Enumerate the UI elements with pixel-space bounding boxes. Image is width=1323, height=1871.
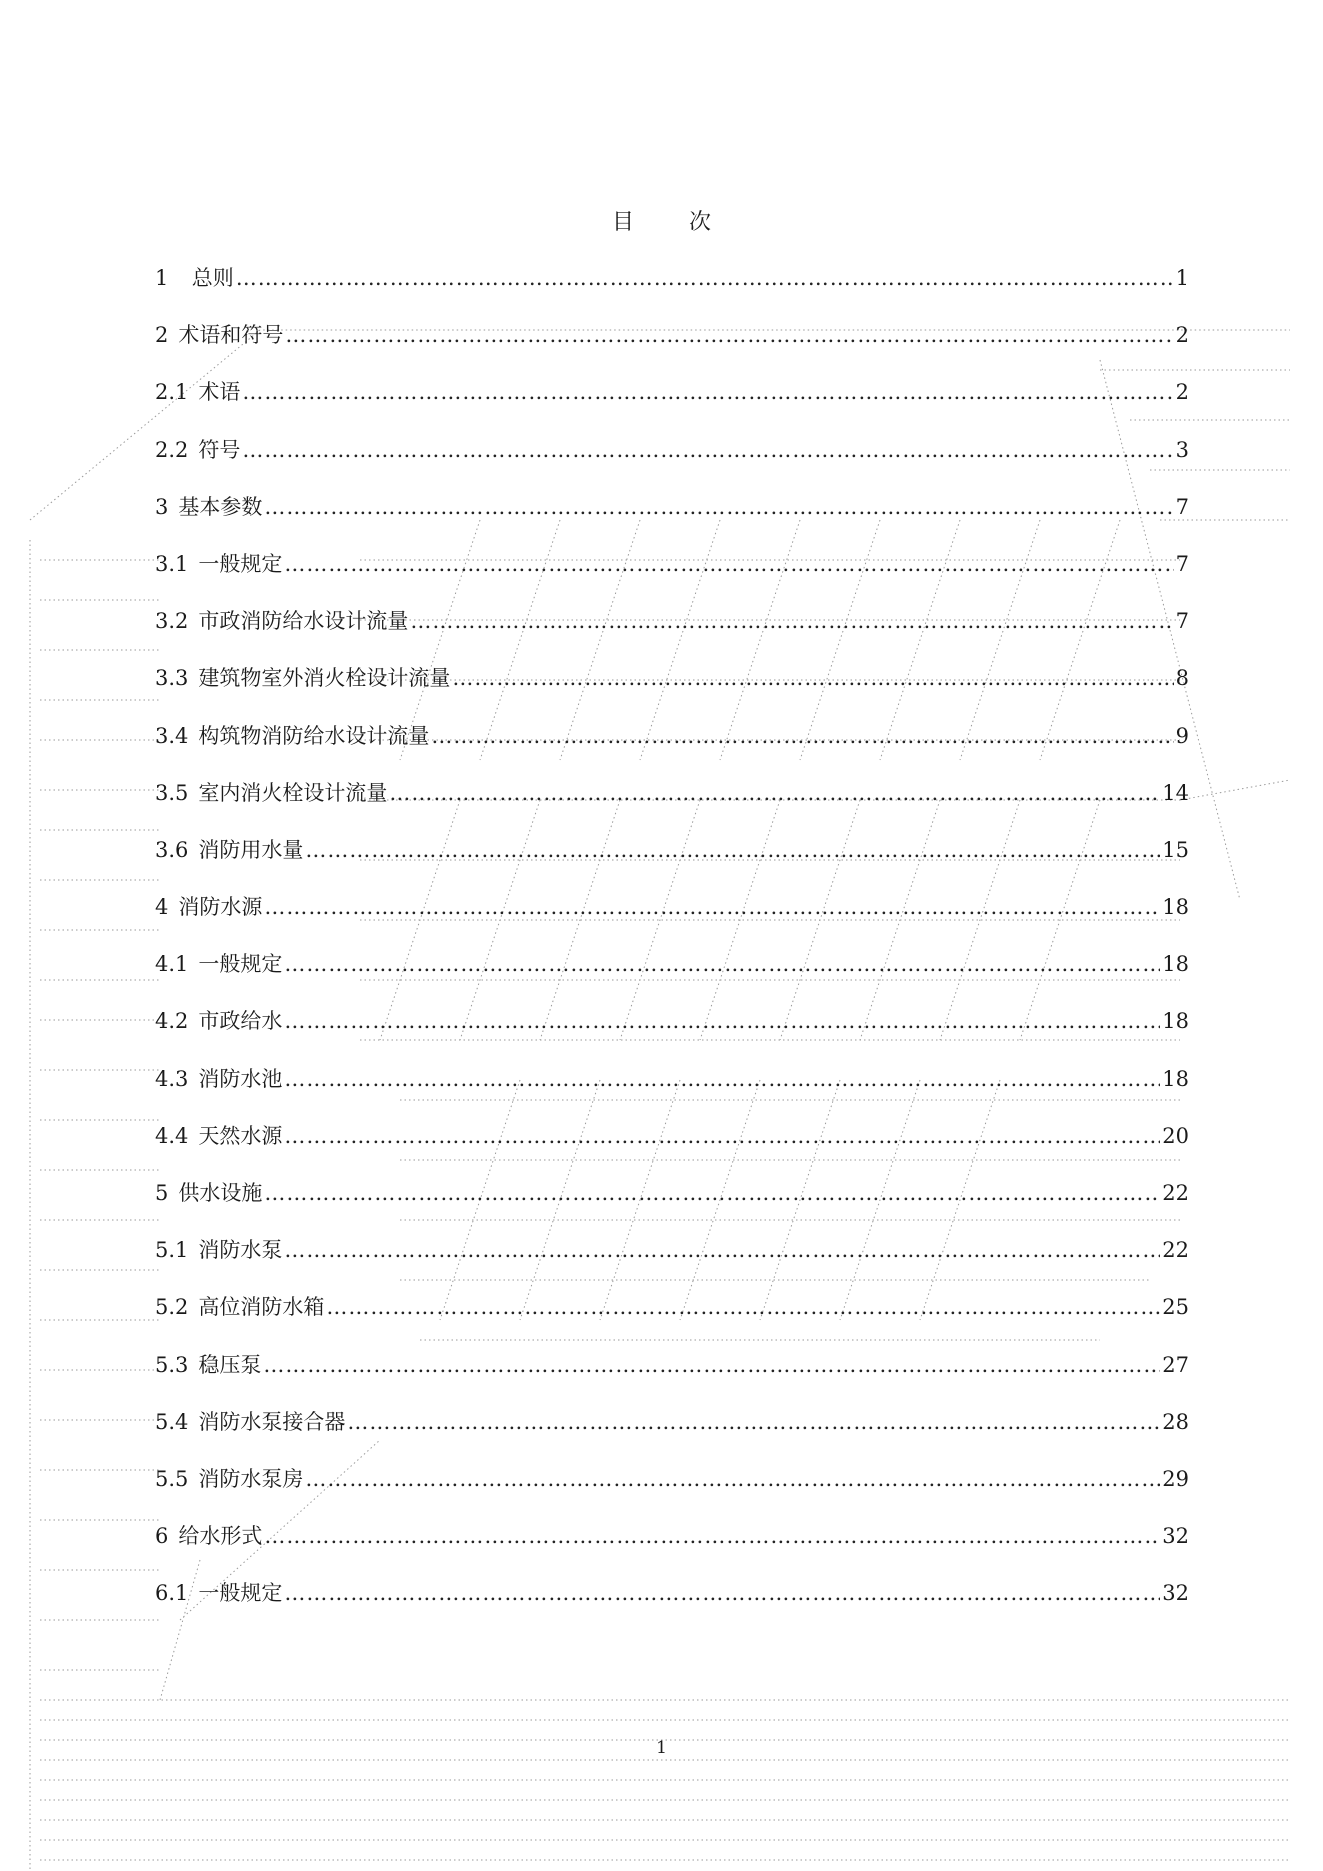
toc-dot-leader [284,1009,1160,1033]
page-number: 1 [656,1738,667,1758]
toc-entry-number: 5.4 [155,1409,189,1434]
toc-dot-leader [263,1353,1160,1377]
toc-entry-label: 构筑物消防给水设计流量 [198,723,430,748]
toc-entry-page: 18 [1162,1009,1189,1034]
toc-dot-leader [264,1181,1160,1205]
toc-entry-page: 15 [1162,837,1189,862]
toc-entry-number: 6 [155,1524,169,1549]
toc-entry-page: 18 [1162,952,1189,977]
toc-dot-leader [284,1124,1160,1148]
toc-entry-label: 消防水源 [178,895,263,920]
toc-entry-label: 一般规定 [198,1581,283,1606]
toc-entry-label: 术语和符号 [178,323,284,348]
toc-dot-leader [410,609,1173,633]
toc-entry[interactable] [155,434,1189,491]
toc-entry-page: 7 [1175,609,1189,634]
toc-entry-number: 4.2 [155,1009,189,1034]
toc-entry-page: 25 [1162,1295,1189,1320]
toc-entry-number: 1 [155,266,169,290]
toc-entry-number: 4.3 [155,1066,189,1091]
toc-entry-page: 14 [1162,780,1189,805]
toc-dot-leader [431,724,1173,748]
toc-entry-label: 市政消防给水设计流量 [198,609,409,634]
toc-dot-leader [242,380,1173,404]
toc-entry[interactable] [155,834,1189,891]
toc-entry-number: 2.1 [155,380,189,405]
toc-entry-number: 3.4 [155,723,189,748]
toc-entry-label: 消防水泵接合器 [198,1409,346,1434]
toc-entry-label: 市政给水 [198,1009,283,1034]
toc-entry[interactable] [155,605,1189,662]
toc-entry-label: 一般规定 [198,952,283,977]
toc-entry[interactable] [155,1291,1189,1348]
toc-dot-leader [264,495,1173,519]
toc-entry[interactable] [155,1005,1189,1062]
toc-entry-label: 符号 [198,437,241,462]
toc-entry[interactable] [155,1349,1189,1406]
toc-entry-number: 5.1 [155,1238,189,1263]
toc-entry-number: 3.5 [155,780,189,805]
toc-entry-page: 2 [1175,323,1189,348]
toc-entry-page: 2 [1175,380,1189,405]
toc-entry-page: 27 [1162,1352,1189,1377]
toc-entry[interactable] [155,1463,1189,1520]
toc-entry-label: 天然水源 [198,1123,283,1148]
toc-entry[interactable] [155,319,1189,376]
toc-entry[interactable] [155,548,1189,605]
toc-entry-number: 3.6 [155,837,189,862]
toc-entry[interactable] [155,662,1189,719]
toc-dot-leader [284,552,1173,576]
toc-dot-leader [305,1467,1160,1491]
toc-dot-leader [264,895,1160,919]
toc-entry-number: 3.3 [155,666,189,691]
toc-entry-page: 7 [1175,494,1189,519]
toc-entry[interactable] [155,376,1189,433]
toc-entry-page: 8 [1175,666,1189,691]
toc-entry-label: 消防水泵房 [198,1466,304,1491]
toc-dot-leader [347,1410,1160,1434]
toc-entry-page: 29 [1162,1466,1189,1491]
toc-dot-leader [285,323,1173,347]
toc-entry-page: 9 [1175,723,1189,748]
toc-entry-label: 术语 [198,380,241,405]
table-of-contents [155,262,1189,1635]
toc-dot-leader [284,1581,1160,1605]
toc-dot-leader [284,1067,1160,1091]
toc-entry-number: 4.4 [155,1123,189,1148]
toc-entry-label: 一般规定 [198,551,283,576]
toc-dot-leader [326,1295,1160,1319]
toc-dot-leader [305,838,1160,862]
toc-entry[interactable] [155,1577,1189,1634]
toc-entry[interactable] [155,491,1189,548]
toc-entry-page: 7 [1175,551,1189,576]
toc-entry[interactable] [155,777,1189,834]
toc-dot-leader [389,781,1160,805]
toc-entry-label: 消防水池 [198,1066,283,1091]
toc-entry-number: 2.2 [155,437,189,462]
toc-dot-leader [284,1238,1160,1262]
toc-entry-page: 1 [1175,266,1189,290]
toc-dot-leader [242,438,1173,462]
toc-entry-page: 22 [1162,1238,1189,1263]
toc-entry-number: 6.1 [155,1581,189,1606]
toc-dot-leader [452,666,1173,690]
toc-entry-page: 18 [1162,895,1189,920]
toc-entry-number: 2 [155,323,169,348]
toc-entry-number: 3.2 [155,609,189,634]
toc-entry-number: 3 [155,494,169,519]
toc-entry[interactable] [155,1063,1189,1120]
toc-dot-leader [236,266,1174,290]
toc-title: 目 次 [612,210,735,235]
toc-entry-label: 总则 [178,266,234,290]
toc-entry[interactable] [155,720,1189,777]
toc-entry-page: 20 [1162,1123,1189,1148]
toc-entry[interactable] [155,1520,1189,1577]
toc-entry-number: 5.2 [155,1295,189,1320]
toc-entry-number: 4.1 [155,952,189,977]
toc-entry[interactable] [155,1406,1189,1463]
toc-entry[interactable] [155,1120,1189,1177]
toc-entry-page: 32 [1162,1524,1189,1549]
toc-entry-page: 18 [1162,1066,1189,1091]
toc-entry-label: 建筑物室外消火栓设计流量 [198,666,451,691]
toc-entry[interactable] [155,948,1189,1005]
toc-entry-label: 供水设施 [178,1181,263,1205]
toc-entry-label: 消防水泵 [198,1238,283,1263]
toc-entry[interactable] [155,1177,1189,1234]
toc-entry-number: 5 [155,1181,169,1205]
toc-entry-number: 5.5 [155,1466,189,1491]
toc-entry-page: 3 [1175,437,1189,462]
toc-entry-page: 28 [1162,1409,1189,1434]
toc-entry-number: 4 [155,895,169,920]
toc-entry-label: 室内消火栓设计流量 [198,780,388,805]
toc-dot-leader [264,1524,1160,1548]
toc-entry-number: 5.3 [155,1352,189,1377]
toc-entry-label: 消防用水量 [198,837,304,862]
toc-entry-label: 给水形式 [178,1524,263,1549]
toc-entry[interactable] [155,262,1189,319]
toc-entry-label: 稳压泵 [198,1352,262,1377]
toc-entry-page: 32 [1162,1581,1189,1606]
toc-entry-number: 3.1 [155,551,189,576]
toc-entry[interactable] [155,1234,1189,1291]
toc-entry-label: 高位消防水箱 [198,1295,325,1320]
toc-entry-label: 基本参数 [178,494,263,519]
toc-entry[interactable] [155,891,1189,948]
toc-dot-leader [284,952,1160,976]
toc-entry-page: 22 [1162,1181,1189,1205]
